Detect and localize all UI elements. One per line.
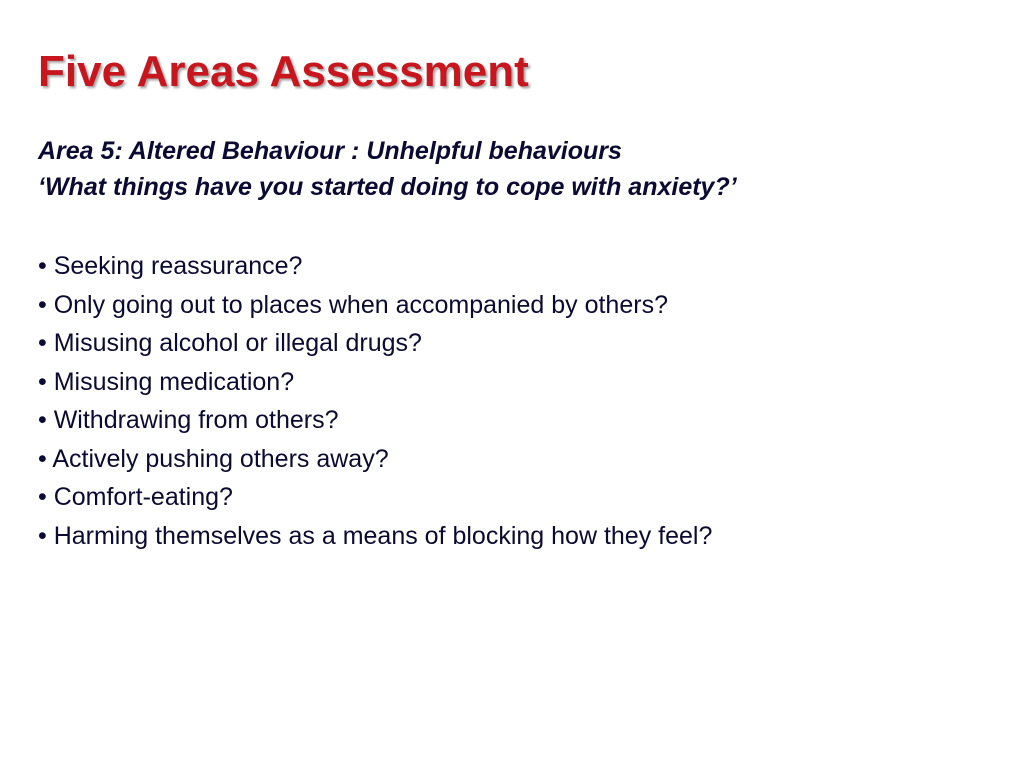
- subtitle-line-question: ‘What things have you started doing to cope with anxiety?’: [38, 173, 737, 201]
- slide-subtitle: [38, 133, 737, 205]
- bullet-item: • Withdrawing from others?: [38, 406, 339, 434]
- bullet-item: • Actively pushing others away?: [38, 444, 389, 473]
- bullet-item: • Misusing medication?: [38, 367, 295, 396]
- bullet-item: • Only going out to places when accompanied by others?: [38, 290, 668, 319]
- subtitle-line-area: Area 5: Altered Behaviour : Unhelpful behaviours: [38, 137, 622, 165]
- bullet-item: • Misusing alcohol or illegal drugs?: [38, 329, 422, 357]
- bullet-item: • Comfort-eating?: [38, 483, 233, 511]
- slide-title: Five Areas Assessment: [38, 47, 529, 96]
- bullet-list: [38, 247, 712, 555]
- bullet-item: • Harming themselves as a means of blocking how they feel?: [38, 521, 713, 550]
- bullet-item: • Seeking reassurance?: [38, 252, 303, 280]
